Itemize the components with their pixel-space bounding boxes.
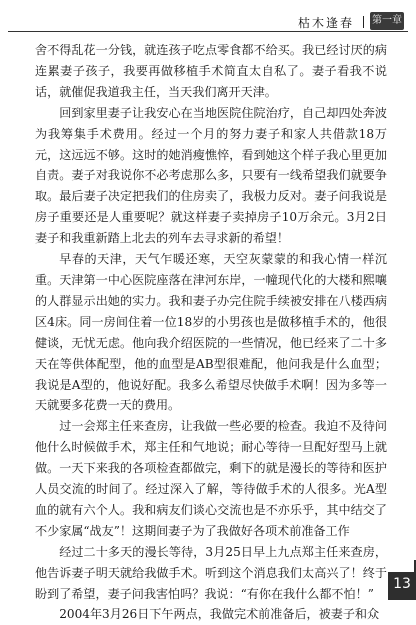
page-number: 13	[393, 576, 411, 592]
paragraph: 舍不得乱花一分钱，就连孩子吃点零食都不给买。我已经讨厌的病连累妻子孩子，我要再做移植手术简直太自私了。妻子看我不说话，就催促我道我主任，当天我们离开天津。	[35, 43, 387, 99]
running-header-title: 枯木逢春	[298, 16, 355, 30]
paragraph: 过一会郑主任来查房，让我做一些必要的检查。我迫不及待问他什么时候做手术，郑主任和气地说；耐心等待一旦配好型马上就做。一天下来我的各项检查都做完，剩下的就是漫长的等待和医护人员交流的时间了。经过深入了解，等待做手术的人很多。光A型血的就有六个人。我和病友们谈心交流也是不亦乐乎，其中结交了不少家属“战友”！这期间妻子为了我做好各项术前准备工作	[35, 419, 387, 538]
header-rule	[8, 31, 408, 32]
paragraph: 2004年3月26日下午两点，我做完术前准备后，被妻子和众	[59, 607, 380, 622]
chapter-badge: 第一章	[370, 12, 404, 30]
header-separator	[363, 16, 364, 28]
page-header	[0, 0, 416, 40]
paragraph: 早春的天津，天气乍暖还寒，天空灰蒙蒙的和我心情一样沉重。天津第一中心医院座落在津河东岸，一幢现代化的大楼和熙嚷的人群显示出她的实力。我和妻子办完住院手续被安排在八楼西病区4床。同一房间住着一位18岁的小男孩也是做移植手术的，他很健谈，无忧无虑。他向我介绍医院的一些情况，他已经来了二十多天在等供体配型，他的血型是AB型很难配，他问我是什么血型；我说是A型的，他说好配。我多么希望尽快做手术啊！因为多等一天就要多花费一天的费用。	[35, 252, 387, 413]
paragraph: 经过二十多天的漫长等待，3月25日早上九点郑主任来查房，他告诉妻子明天就给我做手术。听到这个消息我们太高兴了！终于盼到了希望，妻子问我害怕吗？我说：“有你在我什么都不怕！”	[35, 544, 387, 601]
body-text	[35, 40, 387, 625]
paragraph: 回到家里妻子让我安心在当地医院住院治疗，自己却四处奔波为我筹集手术费用。经过一个月的努力妻子和家人共借款18万元，这远远不够。这时的她消瘦憔悴，看到她这个样子我心里更加自责。妻子对我说你不必考虑那么多，只要有一线希望我们就要争取。最后妻子决定把我们的住房卖了，我极力反对。妻子问我说是房子重要还是人重要呢？就这样妻子卖掉房子10万余元。3月2日妻子和我重新踏上北去的列车去寻求新的希望！	[35, 105, 387, 246]
